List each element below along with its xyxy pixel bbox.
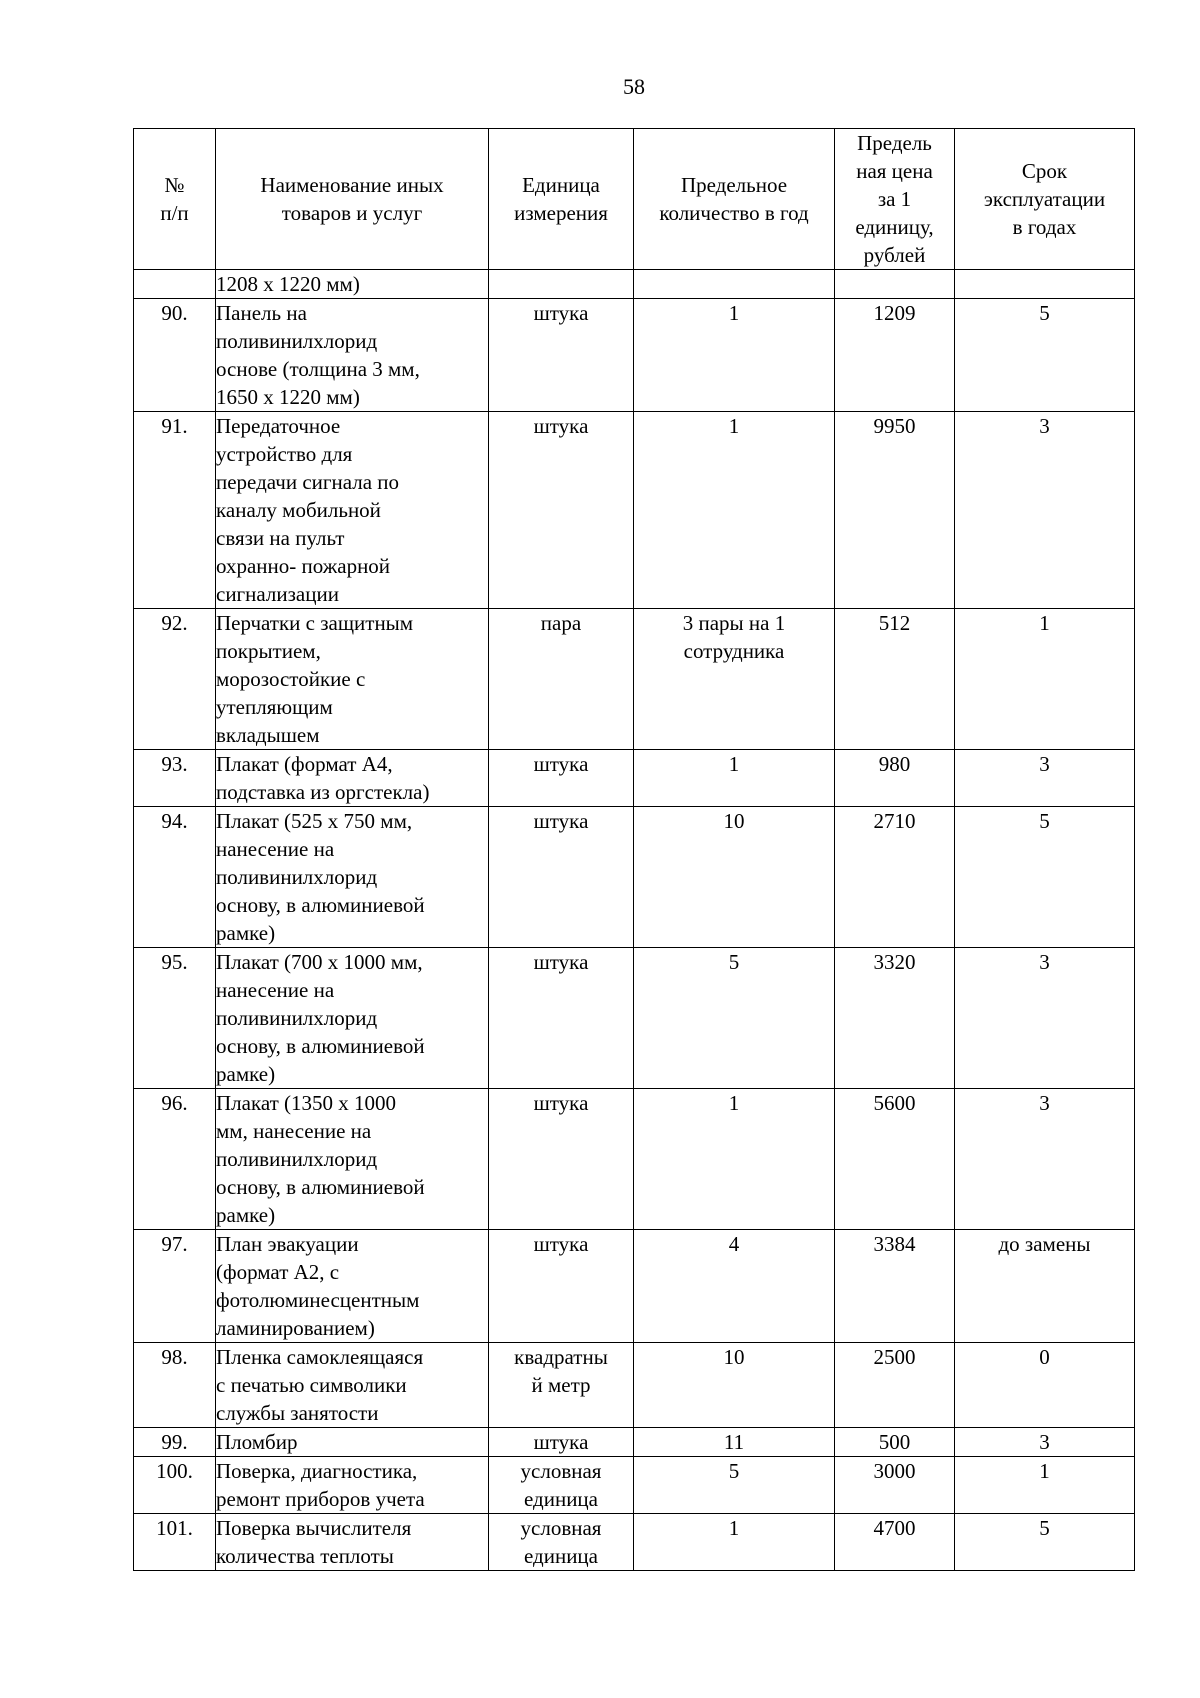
table-body <box>134 270 1135 1571</box>
cell-life: 0 <box>955 1343 1135 1428</box>
cell-num: 94. <box>134 807 216 948</box>
cell-qty: 4 <box>634 1230 835 1343</box>
cell-price: 3384 <box>835 1230 955 1343</box>
cell-life: 5 <box>955 299 1135 412</box>
cell-qty <box>634 270 835 299</box>
cell-name: Поверка вычислителя количества теплоты <box>216 1514 489 1571</box>
table-row <box>134 609 1135 750</box>
table-row <box>134 1230 1135 1343</box>
cell-price: 3000 <box>835 1457 955 1514</box>
cell-price: 980 <box>835 750 955 807</box>
cell-name: Пленка самоклеящаяся с печатью символики службы занятости <box>216 1343 489 1428</box>
header-qty: Предельное количество в год <box>634 129 835 270</box>
header-price: Предель ная цена за 1 единицу, рублей <box>835 129 955 270</box>
cell-name: Плакат (1350 х 1000 мм, нанесение на поливинилхлорид основу, в алюминиевой рамке) <box>216 1089 489 1230</box>
cell-qty: 10 <box>634 807 835 948</box>
cell-unit: штука <box>489 412 634 609</box>
cell-price: 2710 <box>835 807 955 948</box>
cell-name: Плакат (формат А4, подставка из оргстекла) <box>216 750 489 807</box>
table-row <box>134 1343 1135 1428</box>
page-number: 58 <box>623 74 645 99</box>
cell-life: 3 <box>955 1089 1135 1230</box>
table-row <box>134 1089 1135 1230</box>
cell-qty: 1 <box>634 750 835 807</box>
cell-unit: штука <box>489 1428 634 1457</box>
cell-name: Плакат (700 х 1000 мм, нанесение на поливинилхлорид основу, в алюминиевой рамке) <box>216 948 489 1089</box>
header-name: Наименование иных товаров и услуг <box>216 129 489 270</box>
header-num: № п/п <box>134 129 216 270</box>
cell-life: 5 <box>955 1514 1135 1571</box>
cell-life: 1 <box>955 609 1135 750</box>
cell-life: 1 <box>955 1457 1135 1514</box>
cell-unit: условная единица <box>489 1514 634 1571</box>
cell-name: Перчатки с защитным покрытием, морозостойкие с утепляющим вкладышем <box>216 609 489 750</box>
cell-num: 101. <box>134 1514 216 1571</box>
table-row <box>134 948 1135 1089</box>
cell-life: 3 <box>955 1428 1135 1457</box>
cell-name: Панель на поливинилхлорид основе (толщина 3 мм, 1650 х 1220 мм) <box>216 299 489 412</box>
cell-num: 92. <box>134 609 216 750</box>
cell-life: до замены <box>955 1230 1135 1343</box>
cell-name: Поверка, диагностика, ремонт приборов учета <box>216 1457 489 1514</box>
cell-num: 90. <box>134 299 216 412</box>
cell-price: 9950 <box>835 412 955 609</box>
table-row <box>134 750 1135 807</box>
cell-num: 100. <box>134 1457 216 1514</box>
cell-unit: штука <box>489 1230 634 1343</box>
cell-name: План эвакуации (формат А2, с фотолюминесцентным ламинированием) <box>216 1230 489 1343</box>
cell-name: 1208 х 1220 мм) <box>216 270 489 299</box>
cell-unit: штука <box>489 948 634 1089</box>
cell-price: 500 <box>835 1428 955 1457</box>
cell-price: 1209 <box>835 299 955 412</box>
cell-price: 5600 <box>835 1089 955 1230</box>
cell-price: 3320 <box>835 948 955 1089</box>
table-row <box>134 412 1135 609</box>
cell-num: 91. <box>134 412 216 609</box>
cell-qty: 10 <box>634 1343 835 1428</box>
cell-num: 98. <box>134 1343 216 1428</box>
cell-unit: штука <box>489 750 634 807</box>
cell-num: 93. <box>134 750 216 807</box>
table-row <box>134 1457 1135 1514</box>
goods-table <box>133 128 1135 1571</box>
cell-unit: условная единица <box>489 1457 634 1514</box>
cell-num: 99. <box>134 1428 216 1457</box>
cell-qty: 1 <box>634 1514 835 1571</box>
cell-qty: 11 <box>634 1428 835 1457</box>
cell-unit: квадратны й метр <box>489 1343 634 1428</box>
cell-name: Плакат (525 х 750 мм, нанесение на поливинилхлорид основу, в алюминиевой рамке) <box>216 807 489 948</box>
cell-price: 512 <box>835 609 955 750</box>
table-row <box>134 299 1135 412</box>
cell-num: 95. <box>134 948 216 1089</box>
table-row <box>134 1514 1135 1571</box>
table-row <box>134 270 1135 299</box>
header-life: Срок эксплуатации в годах <box>955 129 1135 270</box>
cell-qty: 1 <box>634 299 835 412</box>
cell-life: 3 <box>955 750 1135 807</box>
cell-qty: 5 <box>634 1457 835 1514</box>
cell-unit: штука <box>489 807 634 948</box>
cell-life: 3 <box>955 948 1135 1089</box>
cell-qty: 5 <box>634 948 835 1089</box>
cell-price: 2500 <box>835 1343 955 1428</box>
cell-unit: штука <box>489 1089 634 1230</box>
table-row <box>134 1428 1135 1457</box>
cell-num <box>134 270 216 299</box>
cell-num: 97. <box>134 1230 216 1343</box>
cell-num: 96. <box>134 1089 216 1230</box>
cell-life: 3 <box>955 412 1135 609</box>
cell-unit <box>489 270 634 299</box>
cell-name: Пломбир <box>216 1428 489 1457</box>
table-row <box>134 807 1135 948</box>
table-header-row <box>134 129 1135 270</box>
cell-unit: штука <box>489 299 634 412</box>
header-unit: Единица измерения <box>489 129 634 270</box>
cell-qty: 1 <box>634 412 835 609</box>
cell-qty: 3 пары на 1 сотрудника <box>634 609 835 750</box>
cell-life <box>955 270 1135 299</box>
cell-price <box>835 270 955 299</box>
cell-qty: 1 <box>634 1089 835 1230</box>
cell-price: 4700 <box>835 1514 955 1571</box>
cell-life: 5 <box>955 807 1135 948</box>
cell-name: Передаточное устройство для передачи сигнала по каналу мобильной связи на пульт охранно- пожарной сигнализации <box>216 412 489 609</box>
cell-unit: пара <box>489 609 634 750</box>
